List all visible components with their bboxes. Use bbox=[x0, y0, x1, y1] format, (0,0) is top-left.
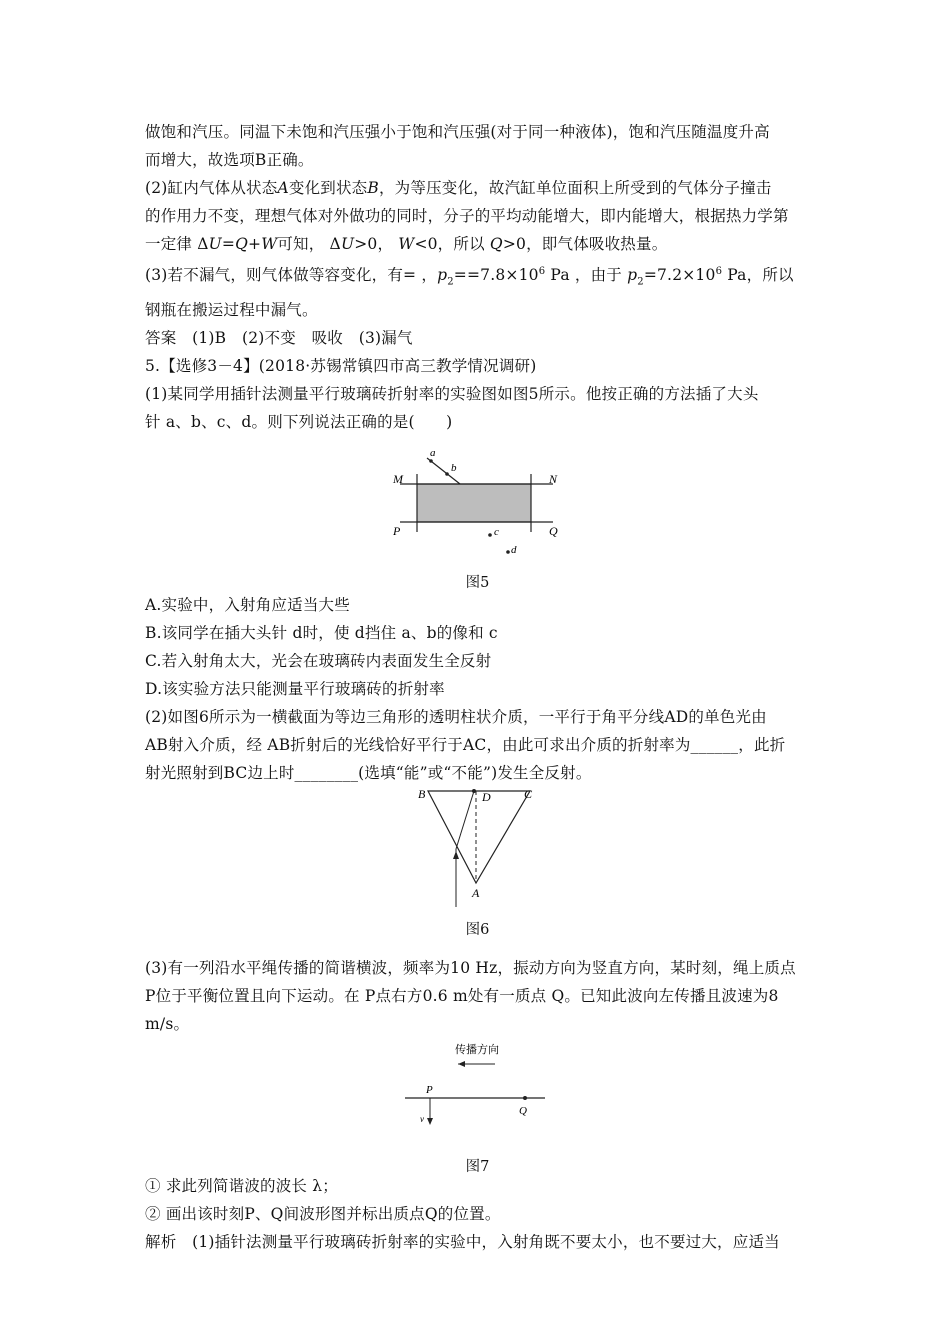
label-p: P bbox=[393, 524, 401, 539]
label-m: M bbox=[393, 472, 403, 487]
text-line: 针 a、b、c、d。则下列说法正确的是( ) bbox=[145, 413, 453, 432]
option-b: B.该同学在插大头针 d时，使 d挡住 a、b的像和 c bbox=[145, 624, 498, 643]
direction-label: 传播方向 bbox=[455, 1044, 499, 1057]
pin-c bbox=[488, 533, 492, 537]
text-line: (1)某同学用插针法测量平行玻璃砖折射率的实验图如图5所示。他按正确的方法插了大头 bbox=[145, 385, 759, 404]
label-q: Q bbox=[549, 524, 558, 539]
label-p7: P bbox=[426, 1084, 433, 1097]
text-line: (2)缸内气体从状态A变化到状态B，为等压变化，故汽缸单位面积上所受到的气体分子撞击 bbox=[145, 179, 772, 197]
analysis-line: 解析 (1)插针法测量平行玻璃砖折射率的实验中，入射角既不要太小，也不要过大，应适当 bbox=[145, 1233, 780, 1252]
figure-6-caption: 图6 bbox=[465, 922, 490, 939]
pin-b bbox=[445, 472, 449, 476]
text-line: P位于平衡位置且向下运动。在 P点右方0.6 m处有一质点 Q。已知此波向左传播且波速为8 bbox=[145, 987, 779, 1006]
text-line: ① 求此列简谐波的波长 λ； bbox=[145, 1177, 338, 1196]
label-a: a bbox=[430, 447, 436, 460]
text-line: m/s。 bbox=[145, 1015, 190, 1034]
text-line: (3)若不漏气，则气体做等容变化，有= ，$p_2==7.8\times 10^6$ Pa ，由于 $p_2=7.2\times 10^6$ Pa，所以 bbox=[145, 266, 794, 288]
text-line: AB射入介质，经 AB折射后的光线恰好平行于AC，由此可求出介质的折射率为______，此折 bbox=[145, 736, 786, 755]
text-line: 做饱和汽压。同温下未饱和汽压强小于饱和汽压强(对于同一种液体)，饱和汽压随温度升高 bbox=[145, 123, 770, 141]
point-q bbox=[523, 1096, 527, 1100]
label-c6: C bbox=[524, 787, 533, 802]
option-c: C.若入射角太大，光会在玻璃砖内表面发生全反射 bbox=[145, 652, 492, 671]
label-q7: Q bbox=[519, 1105, 527, 1118]
refracted-light bbox=[456, 791, 474, 849]
label-a6: A bbox=[472, 886, 480, 901]
question-heading: 5.【选修3－4】(2018·苏锡常镇四市高三教学情况调研) bbox=[145, 357, 537, 376]
pin-d bbox=[506, 550, 510, 554]
pin-a bbox=[429, 459, 433, 463]
text-line: 钢瓶在搬运过程中漏气。 bbox=[145, 301, 318, 320]
text-line: 而增大，故选项B正确。 bbox=[145, 151, 314, 169]
text-line: (3)有一列沿水平绳传播的简谐横波，频率为10 Hz，振动方向为竖直方向，某时刻，绳上质点 bbox=[145, 959, 796, 978]
figure-5 bbox=[145, 436, 810, 591]
figure-5-caption: 图5 bbox=[465, 575, 490, 592]
figure-7 bbox=[145, 1038, 810, 1176]
figure-6 bbox=[145, 787, 810, 937]
label-b6: B bbox=[418, 787, 426, 802]
document-page bbox=[145, 118, 810, 1256]
label-n: N bbox=[549, 472, 558, 487]
triangle-abc bbox=[428, 791, 530, 883]
label-d: d bbox=[511, 544, 517, 557]
option-a: A.实验中，入射角应适当大些 bbox=[145, 596, 350, 615]
label-b: b bbox=[451, 462, 457, 475]
figure-5-diagram bbox=[145, 436, 810, 568]
text-line: 的作用力不变，理想气体对外做功的同时，分子的平均动能增大，即内能增大，根据热力学第 bbox=[145, 207, 789, 225]
label-d6: D bbox=[482, 790, 491, 805]
label-c: c bbox=[494, 526, 499, 539]
text-line: (2)如图6所示为一横截面为等边三角形的透明柱状介质，一平行于角平分线AD的单色光由 bbox=[145, 708, 767, 727]
label-v: v bbox=[420, 1114, 424, 1125]
figure-7-diagram bbox=[145, 1038, 810, 1152]
option-d: D.该实验方法只能测量平行玻璃砖的折射率 bbox=[145, 680, 445, 699]
text-line: ② 画出该时刻P、Q间波形图并标出质点Q的位置。 bbox=[145, 1205, 501, 1224]
figure-6-diagram bbox=[145, 787, 810, 915]
figure-7-caption: 图7 bbox=[465, 1159, 490, 1176]
answer-line: 答案 (1)B (2)不变 吸收 (3)漏气 bbox=[145, 329, 413, 348]
text-line: 射光照射到BC边上时________(选填“能”或“不能”)发生全反射。 bbox=[145, 764, 592, 783]
glass-brick bbox=[417, 484, 531, 522]
text-line: 一定律 ΔU=Q+W可知， ΔU>0， W<0，所以 Q>0，即气体吸收热量。 bbox=[145, 235, 668, 253]
